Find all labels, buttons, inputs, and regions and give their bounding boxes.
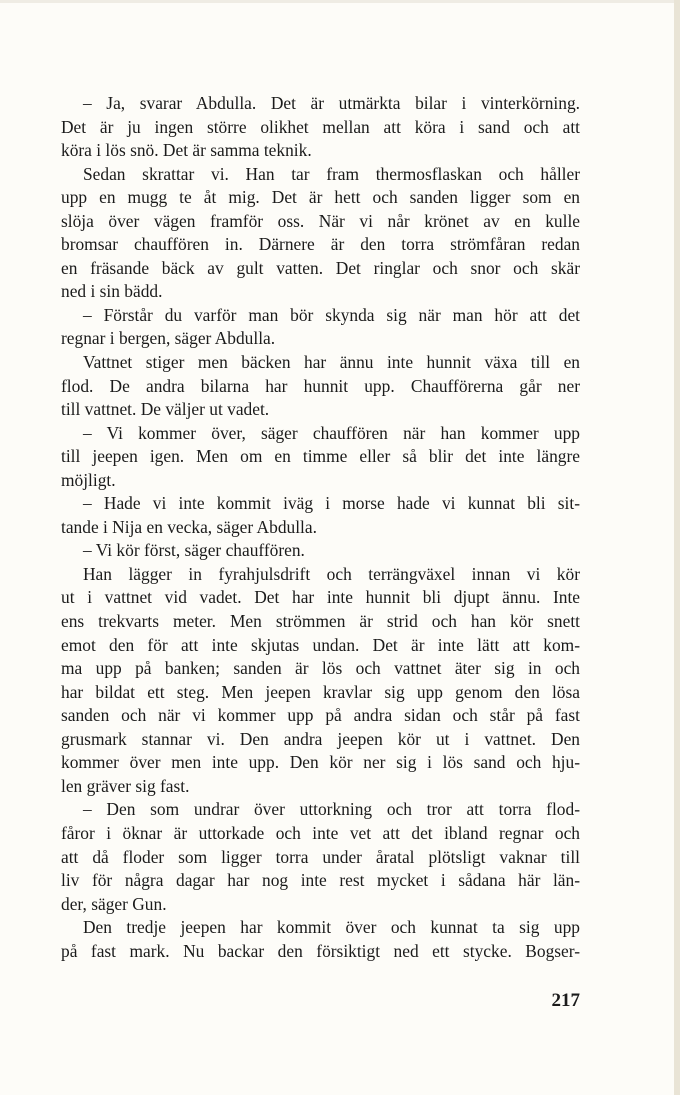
text-line: att då floder som ligger torra under åratal plötsligt vaknar till xyxy=(61,846,580,867)
text-line: ut i vattnet vid vadet. Det har inte hunnit bli djupt ännu. Inte xyxy=(61,587,580,608)
body-text xyxy=(61,92,580,963)
text-line: köra i lös snö. Det är samma teknik. xyxy=(61,140,312,161)
text-line: liv för några dagar har nog inte rest mycket i sådana här län- xyxy=(61,870,580,891)
text-line: len gräver sig fast. xyxy=(61,775,190,796)
text-line: – Ja, svarar Abdulla. Det är utmärkta bilar i vinterkörning. xyxy=(83,93,580,113)
text-line: har bildat ett steg. Men jeepen kravlar sig upp genom den lösa xyxy=(61,681,580,702)
text-line: ned i sin bädd. xyxy=(61,281,163,302)
text-line: – Förstår du varför man bör skynda sig när man hör att det xyxy=(83,304,580,325)
text-line: emot den för att inte skjutas undan. Det är inte lätt att kom- xyxy=(61,634,580,655)
text-line: en fräsande bäck av gult vatten. Det ringlar och snor och skär xyxy=(61,257,580,278)
text-line: ens trekvarts meter. Men strömmen är strid och han kör snett xyxy=(61,611,580,632)
page-number: 217 xyxy=(551,990,580,1011)
text-line: fåror i öknar är uttorkade och inte vet att det ibland regnar och xyxy=(61,822,580,843)
text-line: grusmark stannar vi. Den andra jeepen kör ut i vattnet. Den xyxy=(61,728,580,749)
text-line: möjligt. xyxy=(61,469,116,490)
text-line: till jeepen igen. Men om en timme eller så blir det inte längre xyxy=(61,446,580,467)
text-line: Vattnet stiger men bäcken har ännu inte hunnit växa till en xyxy=(83,352,580,373)
text-line: – Vi kommer över, säger chauffören när han kommer upp xyxy=(83,422,580,443)
text-line: Det är ju ingen större olikhet mellan att köra i sand och att xyxy=(61,116,580,137)
text-line: kommer över men inte upp. Den kör ner sig i lös sand och hju- xyxy=(61,752,580,773)
text-line: der, säger Gun. xyxy=(61,893,167,914)
text-line: Den tredje jeepen har kommit över och kunnat ta sig upp xyxy=(83,917,580,938)
text-line: Han lägger in fyrahjulsdrift och terrängväxel innan vi kör xyxy=(83,563,580,584)
text-line: – Vi kör först, säger chauffören. xyxy=(83,540,305,561)
text-line: Sedan skrattar vi. Han tar fram thermosflaskan och håller xyxy=(83,163,580,184)
text-line: till vattnet. De väljer ut vadet. xyxy=(61,399,270,420)
text-line: flod. De andra bilarna har hunnit upp. Chaufförerna går ner xyxy=(61,375,580,396)
text-line: sanden och när vi kommer upp på andra sidan och står på fast xyxy=(61,705,580,726)
scan-edge xyxy=(0,0,674,3)
text-line: – Den som undrar över uttorkning och tror att torra flod- xyxy=(83,799,580,820)
text-line: regnar i bergen, säger Abdulla. xyxy=(61,328,276,349)
text-line: bromsar chauffören in. Därnere är den torra strömfåran redan xyxy=(61,234,580,255)
text-line: tande i Nija en vecka, säger Abdulla. xyxy=(61,516,317,537)
text-line: på fast mark. Nu backar den försiktigt ned ett stycke. Bogser- xyxy=(61,940,580,961)
text-line: slöja över vägen framför oss. När vi når krönet av en kulle xyxy=(61,210,580,231)
text-line: ma upp på banken; sanden är lös och vattnet äter sig in och xyxy=(61,658,580,679)
text-line: – Hade vi inte kommit iväg i morse hade vi kunnat bli sit- xyxy=(83,493,580,514)
text-line: upp en mugg te åt mig. Det är hett och sanden ligger som en xyxy=(61,187,580,208)
